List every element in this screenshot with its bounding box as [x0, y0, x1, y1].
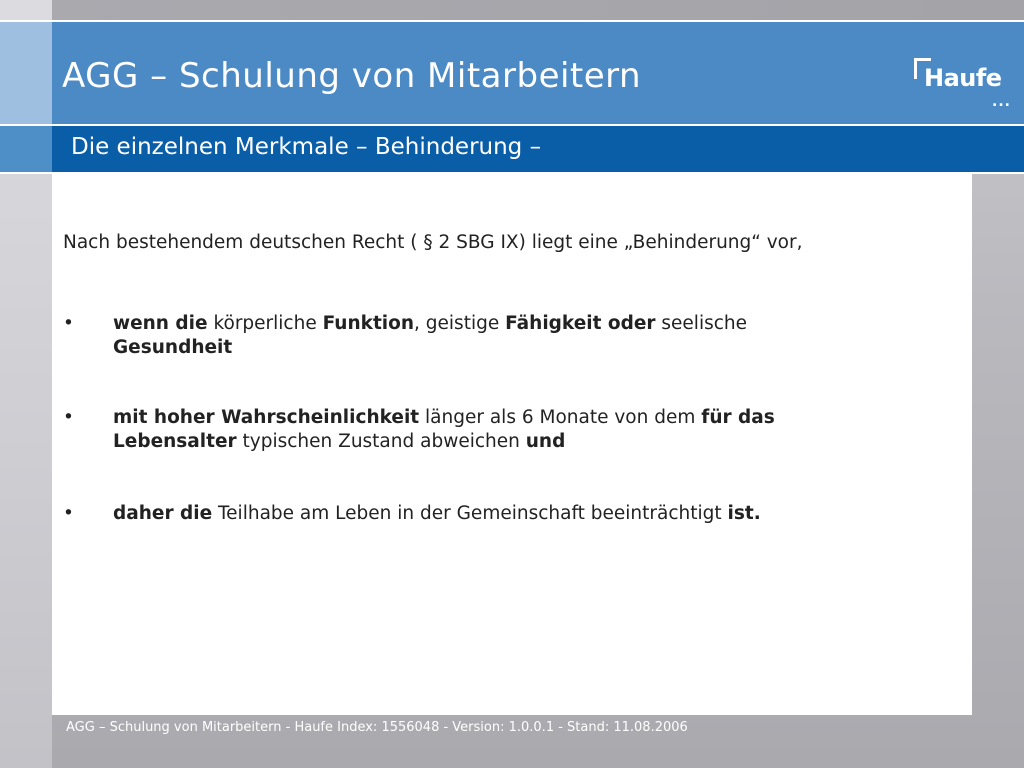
- bullet-dot: •: [63, 313, 74, 334]
- logo-text: Haufe: [924, 64, 1002, 92]
- slide-footer: AGG – Schulung von Mitarbeitern - Haufe Index: 1556048 - Version: 1.0.0.1 - Stand: 11.08.2006: [66, 720, 688, 735]
- slide-subtitle: Die einzelnen Merkmale – Behinderung –: [71, 134, 542, 160]
- haufe-logo: [914, 58, 1014, 114]
- bullet-dot: •: [63, 503, 74, 524]
- top-band: [0, 0, 1024, 20]
- bullet-text: mit hoher Wahrscheinlichkeit länger als 6 Monate von dem für das Lebensalter typischen Zustand abweichen und: [113, 407, 775, 452]
- slide-subheader: [0, 126, 1024, 174]
- header-accent: [0, 22, 52, 124]
- intro-text: Nach bestehendem deutschen Recht ( § 2 SBG IX) liegt eine „Behinderung“ vor,: [63, 232, 803, 253]
- slide-header: [0, 20, 1024, 126]
- subheader-accent: [0, 126, 52, 172]
- bullet-dot: •: [63, 407, 74, 428]
- bullet-text: daher die Teilhabe am Leben in der Gemeinschaft beeinträchtigt ist.: [113, 503, 761, 524]
- logo-dots: ...: [992, 94, 1011, 110]
- slide-content: [52, 174, 972, 715]
- slide-title: AGG – Schulung von Mitarbeitern: [62, 56, 642, 96]
- bullet-text: wenn die körperliche Funktion, geistige Fähigkeit oder seelische Gesundheit: [113, 313, 747, 358]
